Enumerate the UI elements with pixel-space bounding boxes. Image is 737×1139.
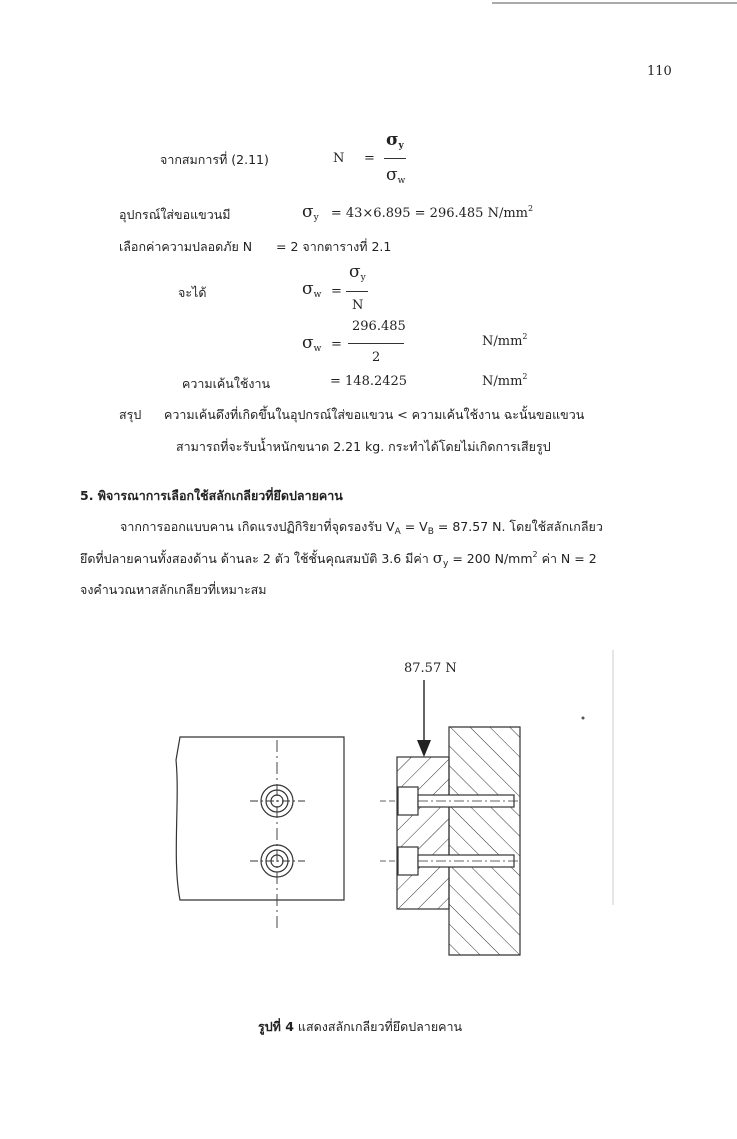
eq1-lhs: N — [333, 151, 345, 166]
line3-expression: = 2 จากตารางที่ 2.1 — [276, 239, 392, 254]
eq3-equals: = — [331, 337, 342, 352]
line3-label: เลือกค่าความปลอดภัย N — [119, 239, 253, 254]
eq3-unit: $N/mm^2$ — [482, 332, 528, 349]
summary-line1: ความเค้นดึงที่เกิดขึ้นในอุปกรณ์ใส่ขอแขวน < ความเค้นใช้งาน ฉะนั้นขอแขวน — [164, 407, 585, 422]
summary-line2: สามารถที่จะรับน้ำหนักขนาด 2.21 kg. กระทำได้โดยไม่เกิดการเสียรูป — [176, 439, 551, 454]
eq1-numerator: σy — [386, 130, 404, 151]
section5-paragraph-line1: จากการออกแบบคาน เกิดแรงปฏิกิริยาที่จุดรองรับ $V_A = V_B = 87.57$ N. โดยใช้สลักเกลียว — [120, 519, 603, 537]
bolt-section-view — [380, 727, 520, 955]
figure-caption: รูปที่ 4 แสดงสลักเกลียวที่ยึดปลายคาน — [258, 1019, 463, 1034]
eq1-denominator: σw — [386, 165, 406, 186]
eq2-denominator: N — [352, 298, 364, 313]
eq2-numerator: σy — [349, 262, 366, 283]
line2-label: อุปกรณ์ใส่ขอแขวนมี — [119, 207, 231, 222]
eq3-denominator: 2 — [372, 350, 381, 365]
section5-heading: 5. พิจารณาการเลือกใช้สลักเกลียวที่ยึดปลายคาน — [80, 488, 343, 503]
section5-paragraph-line3: จงคำนวณหาสลักเกลียวที่เหมาะสม — [80, 582, 267, 597]
eq1-label: จากสมการที่ (2.11) — [160, 152, 269, 167]
eq3-lhs: σw — [302, 333, 322, 354]
eq4-label: ความเค้นใช้งาน — [182, 376, 271, 391]
scan-dot — [582, 717, 585, 720]
eq3-numerator: 296.485 — [352, 319, 406, 334]
section5-paragraph-line2: ยึดที่ปลายคานทั้งสองด้าน ด้านละ 2 ตัว ใช้ชั้นคุณสมบัติ 3.6 มีค่า $\sigma_y = 200$ $N/mm^2$ ค่า N = 2 — [80, 549, 597, 569]
force-label: 87.57 N — [404, 661, 457, 676]
eq2-equals: = — [331, 284, 342, 299]
eq4-expression: = 148.2425 — [330, 374, 408, 389]
eq2-label: จะได้ — [178, 285, 207, 300]
summary-prefix: สรุป — [119, 407, 142, 422]
force-arrow — [417, 680, 431, 757]
eq4-unit: $N/mm^2$ — [482, 372, 528, 389]
beam-front-view — [176, 737, 344, 930]
eq1-equals: = — [364, 151, 375, 166]
line2-expression: $\sigma_y = 43\times 6.895 = 296.485$ $N/mm^2$ — [302, 202, 534, 223]
eq2-lhs: σw — [302, 279, 322, 300]
page-number: 110 — [647, 64, 672, 79]
